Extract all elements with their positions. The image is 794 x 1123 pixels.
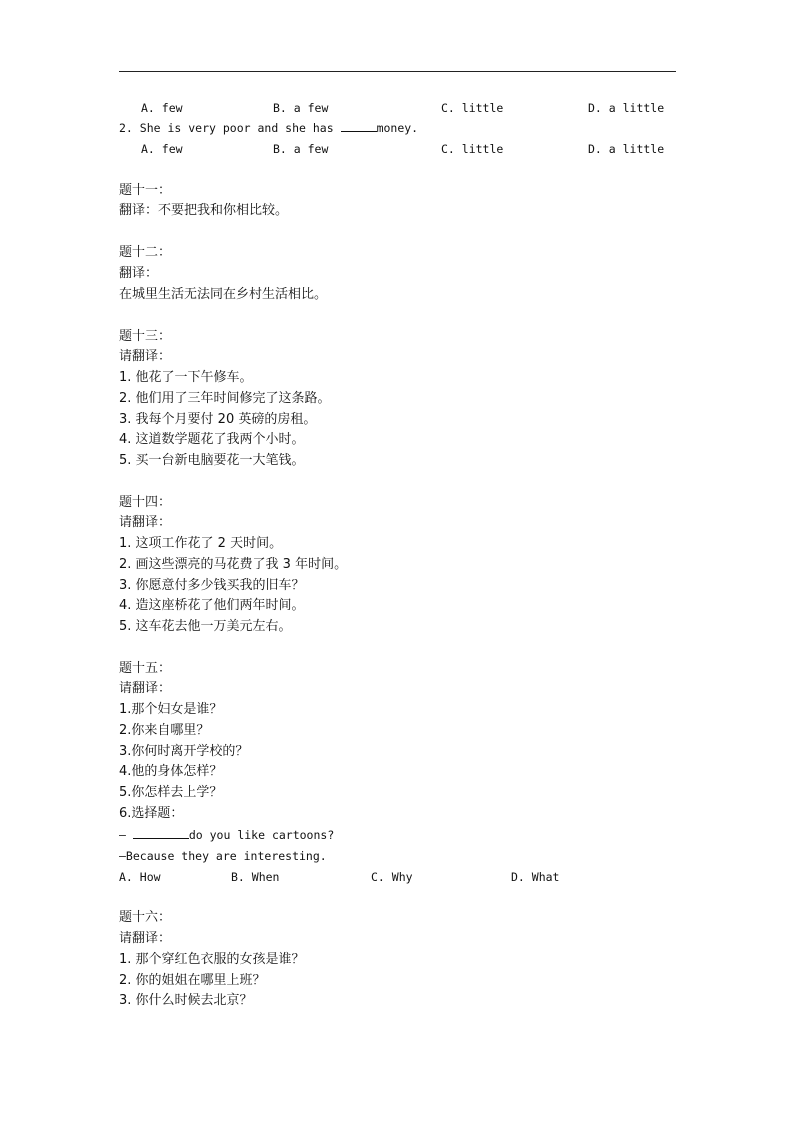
- q10-item-2-suffix: money.: [376, 121, 419, 135]
- list-item: 5.你怎样去上学？: [119, 785, 223, 800]
- q15-title: 题十五：: [119, 661, 172, 676]
- q16-title: 题十六：: [119, 910, 172, 925]
- q14-label: 请翻译：: [119, 515, 172, 530]
- list-item: 2.你来自哪里？: [119, 723, 210, 738]
- q12-text: 在城里生活无法同在乡村生活相比。: [119, 287, 328, 302]
- q15-label: 请翻译：: [119, 681, 172, 696]
- answer-blank: [133, 827, 189, 839]
- list-item: 2. 画这些漂亮的马花费了我 3 年时间。: [119, 557, 348, 572]
- q10-row2-option-d: D. a little: [588, 142, 665, 156]
- q10-item-2-prefix: 2. She is very poor and she has: [119, 121, 341, 135]
- q10-row1-option-c: C. little: [441, 101, 504, 115]
- list-item: 3.你何时离开学校的？: [119, 744, 249, 759]
- q10-row2-option-c: C. little: [441, 142, 504, 156]
- list-item: 5. 这车花去他一万美元左右。: [119, 619, 292, 634]
- list-item: 1. 那个穿红色衣服的女孩是谁？: [119, 952, 305, 967]
- list-item: 4. 这道数学题花了我两个小时。: [119, 432, 305, 447]
- q10-row1-option-a: A. few: [141, 101, 183, 115]
- list-item: 1. 他花了一下午修车。: [119, 370, 253, 385]
- q15-answer-line: —Because they are interesting.: [119, 849, 327, 863]
- q11-title: 题十一：: [119, 183, 172, 198]
- list-item: 3. 你愿意付多少钱买我的旧车？: [119, 578, 305, 593]
- list-item: 3. 我每个月要付 20 英磅的房租。: [119, 412, 317, 427]
- list-item: 2. 他们用了三年时间修完了这条路。: [119, 391, 331, 406]
- q15-option-d: D. What: [511, 870, 560, 884]
- q15-option-b: B. When: [231, 870, 280, 884]
- q12-title: 题十二：: [119, 245, 172, 260]
- q12-label: 翻译：: [119, 266, 159, 281]
- q14-title: 题十四：: [119, 495, 172, 510]
- list-item: 1.那个妇女是谁？: [119, 702, 223, 717]
- q10-row2-option-a: A. few: [141, 142, 183, 156]
- q10-row1-option-d: D. a little: [588, 101, 665, 115]
- q15-option-c: C. Why: [371, 870, 413, 884]
- q16-label: 请翻译：: [119, 931, 172, 946]
- list-item: 2. 你的姐姐在哪里上班？: [119, 973, 266, 988]
- q10-item-2: [119, 120, 418, 136]
- q15-question-prefix: —: [119, 828, 133, 842]
- list-item: 1. 这项工作花了 2 天时间。: [119, 536, 283, 551]
- header-rule: [119, 71, 676, 72]
- q13-label: 请翻译：: [119, 349, 172, 364]
- q15-option-a: A. How: [119, 870, 161, 884]
- list-item: 3. 你什么时候去北京？: [119, 993, 253, 1008]
- list-item: 5. 买一台新电脑要花一大笔钱。: [119, 453, 305, 468]
- q10-row2-option-b: B. a few: [273, 142, 329, 156]
- answer-blank: [341, 120, 377, 132]
- q11-text: 翻译：不要把我和你相比较。: [119, 203, 289, 218]
- q10-row1-option-b: B. a few: [273, 101, 329, 115]
- list-item: 4. 造这座桥花了他们两年时间。: [119, 598, 305, 613]
- q15-question-suffix: do you like cartoons?: [188, 828, 335, 842]
- q13-title: 题十三：: [119, 329, 172, 344]
- q15-choice-question: [119, 827, 334, 843]
- list-item: 4.他的身体怎样？: [119, 764, 223, 779]
- list-item: 6.选择题：: [119, 806, 184, 821]
